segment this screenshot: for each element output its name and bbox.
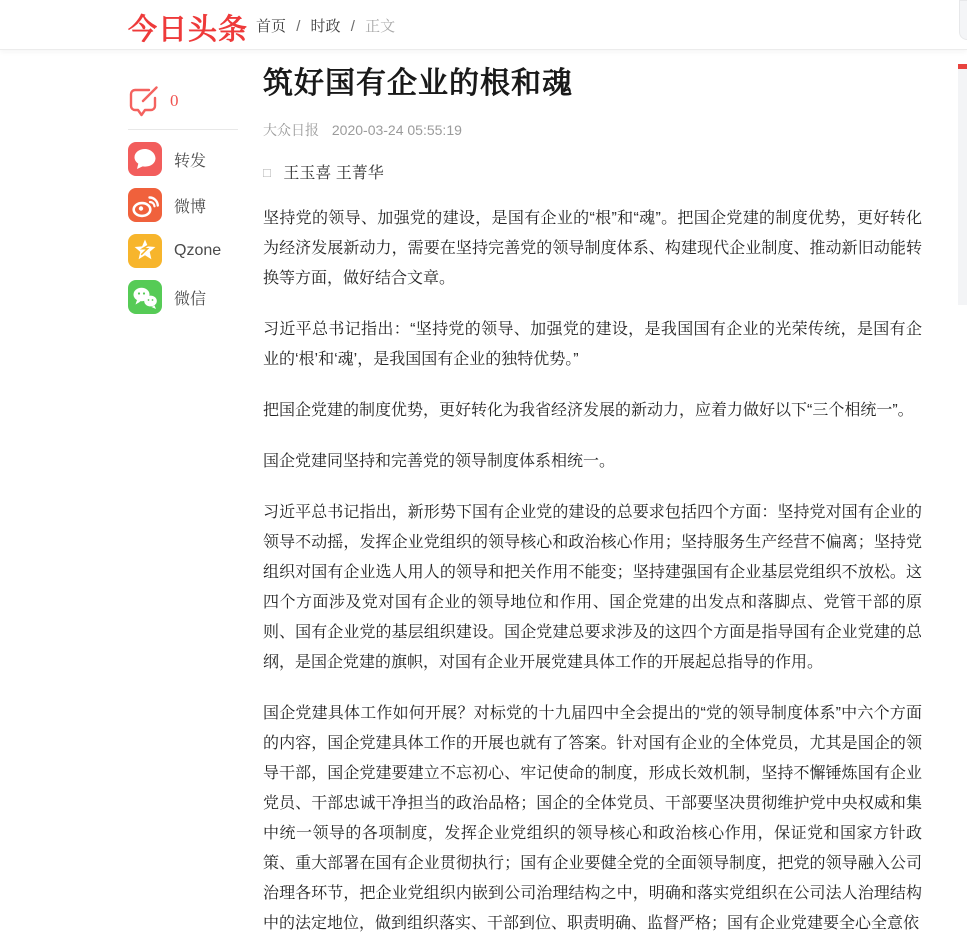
article-source: 大众日报 <box>263 122 319 138</box>
share-qzone-button[interactable] <box>128 234 221 268</box>
share-qzone-label: Qzone <box>174 242 222 259</box>
qzone-star-icon <box>128 234 162 268</box>
byline-authors: 王玉喜 王菁华 <box>283 165 384 182</box>
write-comment-icon <box>128 85 158 117</box>
article-publish-time: 2020-03-24 05:55:19 <box>331 122 462 138</box>
article-paragraph: 把国企党建的制度优势，更好转化为我省经济发展的新动力，应着力做好以下“三个相统一”。 <box>263 402 914 419</box>
breadcrumb-separator: / <box>350 18 355 35</box>
article-paragraph: 国企党建具体工作如何开展？对标党的十九届四中全会提出的“党的领导制度体系”中六个方面的内容，国企党建具体工作的开展也就有了答案。针对国有企业的全体党员，尤其是国企的领导干部，国企党建要建立不忘初心、牢记使命的制度，形成长效机制，坚持不懈锤炼国有企业党员、干部忠诚干净担当的政治品格；国企的全体党员、干部要坚决贯彻维护党中央权威和集中统一领导的各项制度，发挥企业党组织的领导核心和政治核心作用，保证党和国家方针政策、重大部署在国有企业贯彻执行；国有企业要健全党的全面领导制度，把党的领导融入公司治理各环节，把企业党组织内嵌到公司治理结构之中，明确和落实党组织在公司法人治理结构中的法定地位，做到组织落实、干部到位、职责明确、监督严格；国有企业党建要全心全意依 <box>263 705 922 932</box>
right-sidebar-panel-edge <box>958 64 967 305</box>
article-byline <box>263 160 922 183</box>
search-input[interactable] <box>959 0 967 40</box>
site-header <box>0 0 967 50</box>
byline-marker: □ <box>263 165 271 180</box>
share-wechat-label: 微信 <box>174 290 207 308</box>
share-weibo-label: 微博 <box>174 198 207 216</box>
breadcrumb <box>256 15 395 36</box>
rail-divider <box>128 129 238 130</box>
article <box>263 66 922 939</box>
wechat-icon <box>128 280 162 314</box>
share-weibo-button[interactable] <box>128 188 206 222</box>
article-title: 筑好国有企业的根和魂 <box>263 67 573 100</box>
article-paragraph: 国企党建同坚持和完善党的领导制度体系相统一。 <box>263 453 616 470</box>
comment-count: 0 <box>170 91 179 110</box>
article-paragraph: 习近平总书记指出，新形势下国有企业党的建设的总要求包括四个方面：坚持党对国有企业的领导不动摇，发挥企业党组织的领导核心和政治核心作用；坚持服务生产经营不偏离；坚持党组织对国有企业选人用人的领导和把关作用不能变；坚持建强国有企业基层党组织不放松。这四个方面涉及党对国有企业的领导地位和作用、国企党建的出发点和落脚点、党管干部的原则、国有企业党的基层组织建设。国企党建总要求涉及的这四个方面是指导国有企业党建的总纲，是国企党建的旗帜，对国有企业开展党建具体工作的开展起总指导的作用。 <box>263 504 922 671</box>
breadcrumb-current: 正文 <box>365 18 396 35</box>
article-body <box>263 204 922 939</box>
breadcrumb-category[interactable]: 时政 <box>310 18 341 35</box>
article-meta <box>263 120 922 140</box>
comment-button[interactable] <box>128 84 179 118</box>
share-forward-label: 转发 <box>174 152 207 170</box>
site-logo[interactable]: 今日头条 <box>128 14 249 46</box>
article-paragraph: 习近平总书记指出：“坚持党的领导、加强党的建设，是我国国有企业的光荣传统，是国有企业的‘根’和‘魂’，是我国国有企业的独特优势。” <box>263 321 922 368</box>
share-wechat-button[interactable] <box>128 280 206 314</box>
share-forward-button[interactable] <box>128 142 206 176</box>
chat-bubble-icon <box>128 142 162 176</box>
article-paragraph: 坚持党的领导、加强党的建设，是国有企业的“根”和“魂”。把国企党建的制度优势，更好转化为经济发展新动力，需要在坚持完善党的领导制度体系、构建现代企业制度、推动新旧动能转换等方面，做好结合文章。 <box>263 210 922 287</box>
breadcrumb-home[interactable]: 首页 <box>256 18 287 35</box>
breadcrumb-separator: / <box>296 18 301 35</box>
weibo-icon <box>128 188 162 222</box>
